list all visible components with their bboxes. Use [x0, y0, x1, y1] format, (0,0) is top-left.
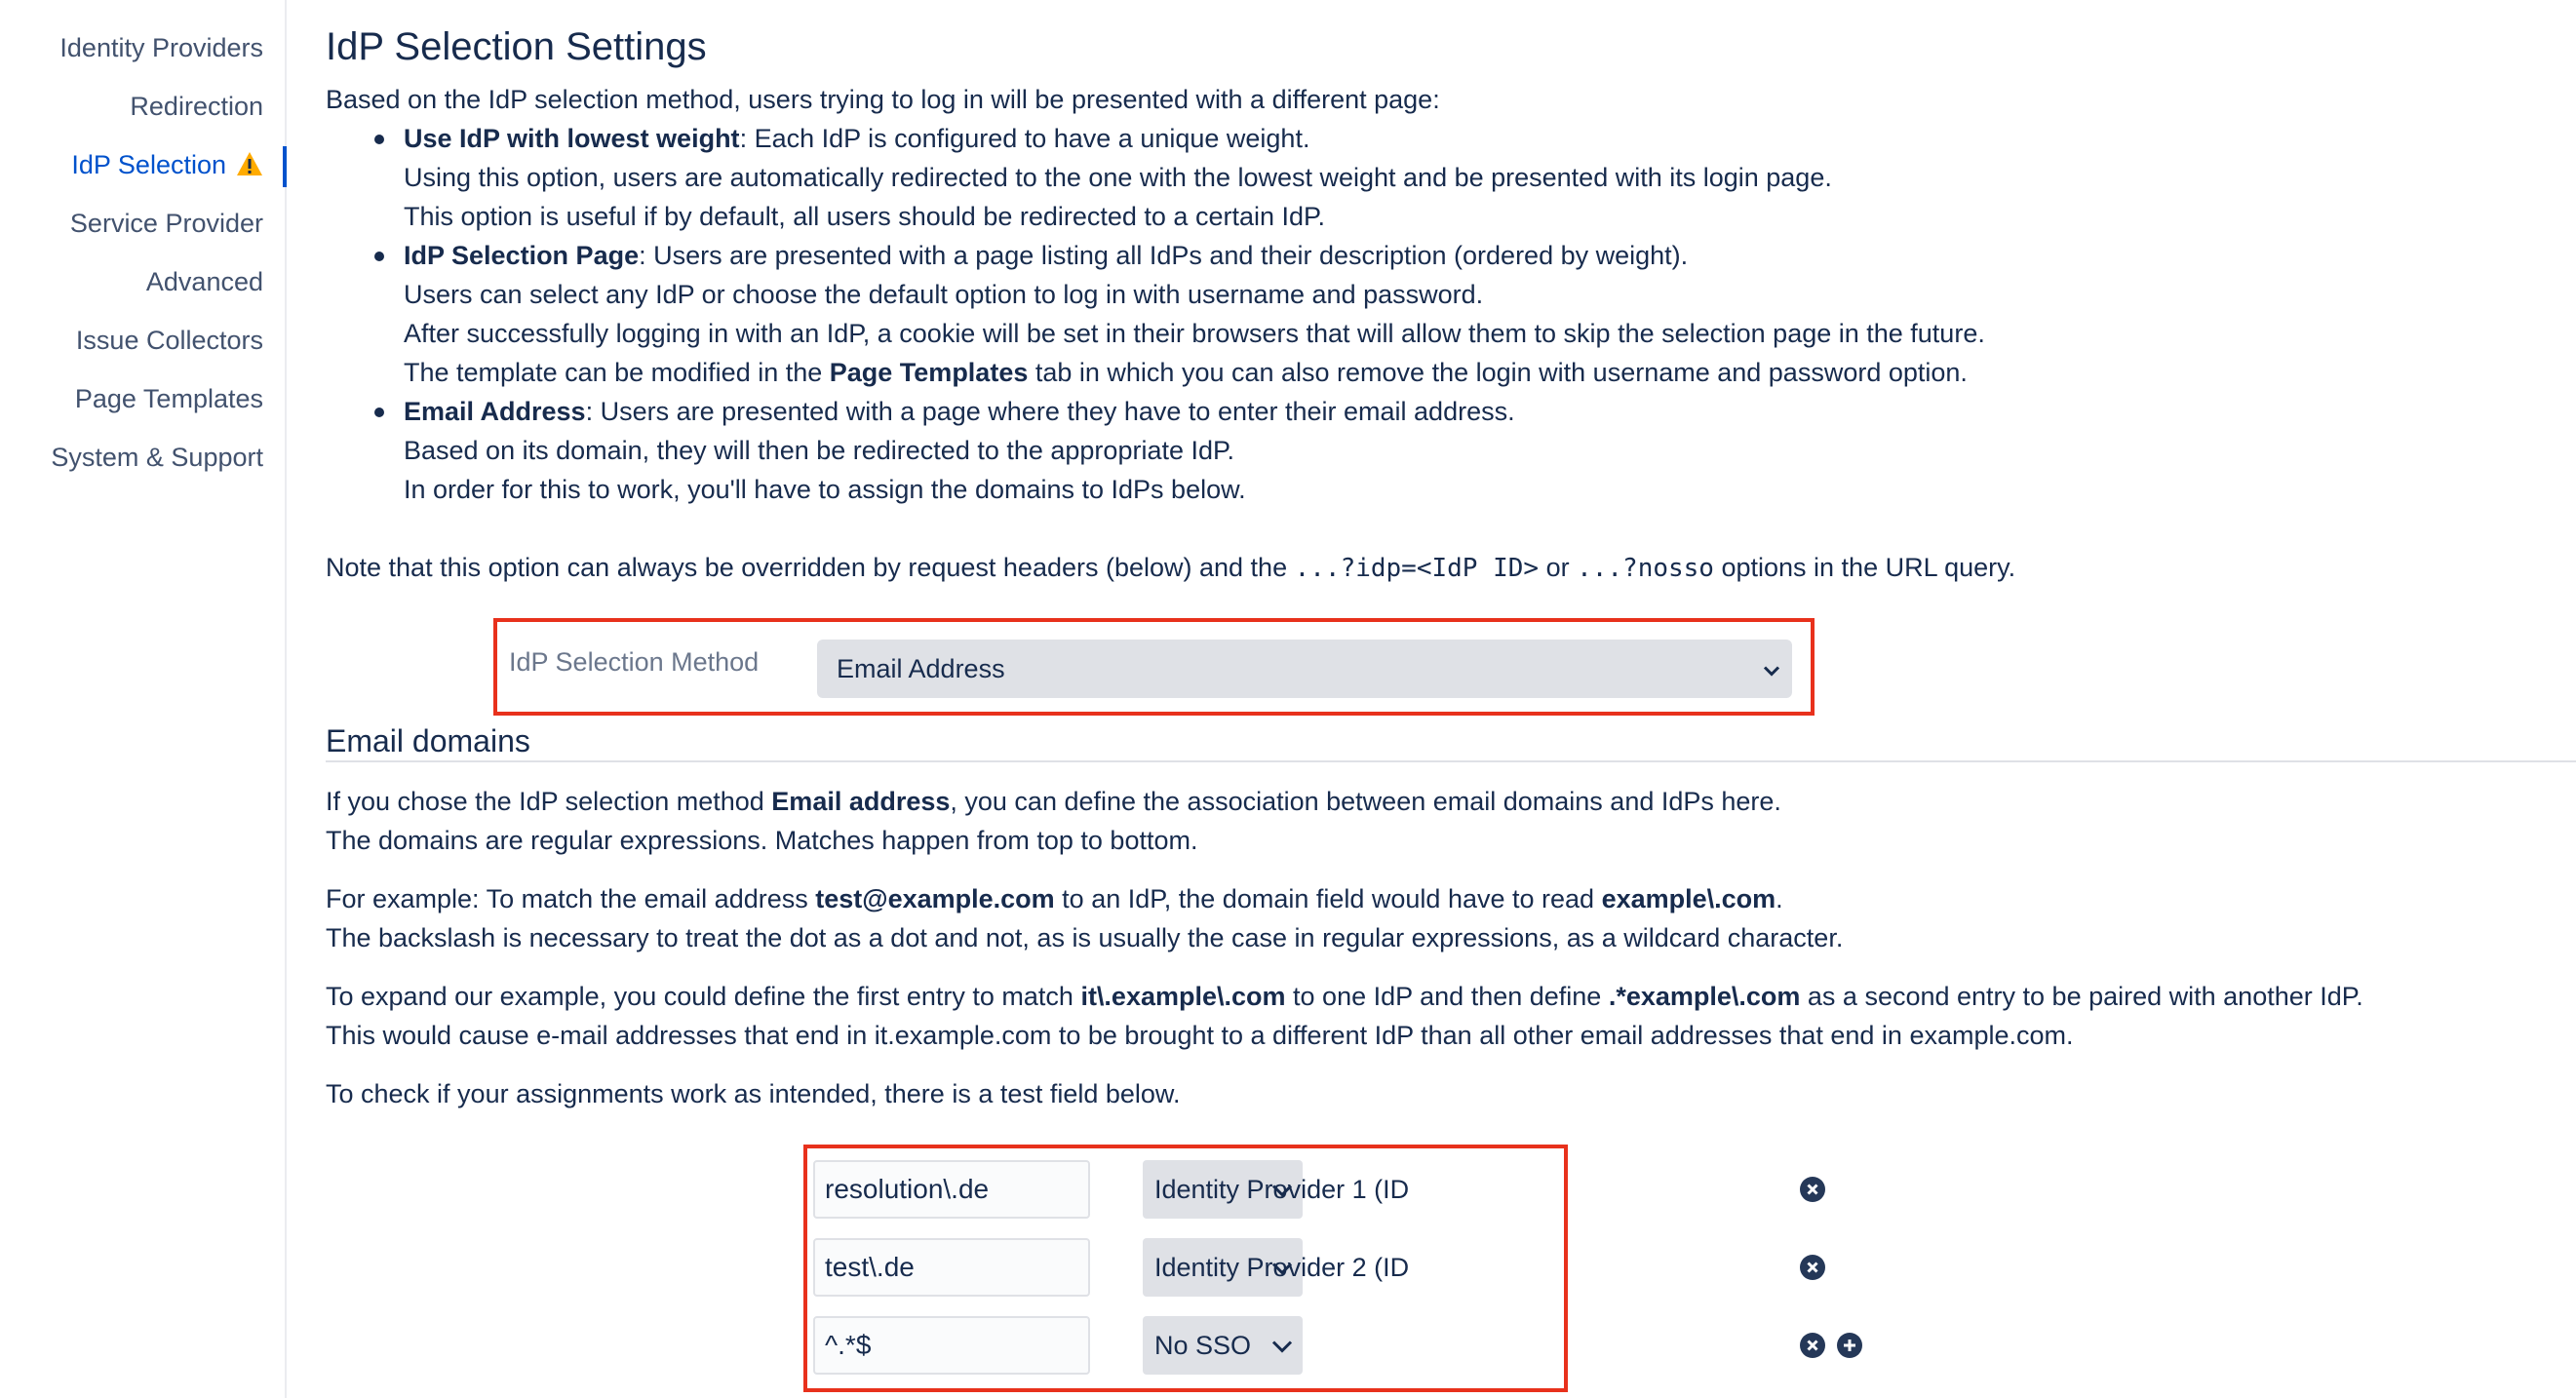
- option-desc: : Each IdP is configured to have a unique weight.: [739, 124, 1310, 153]
- option-term: Email Address: [404, 397, 586, 426]
- remove-row-icon[interactable]: [1800, 1255, 1825, 1280]
- idp-select-value: Identity Provider 2 (ID: [1154, 1253, 1410, 1282]
- idp-select-value: Identity Provider 1 (ID: [1154, 1175, 1410, 1204]
- divider: [326, 760, 2576, 762]
- option-line: This option is useful if by default, all users should be redirected to a certain IdP.: [404, 202, 1326, 231]
- idp-select[interactable]: [1143, 1238, 1410, 1297]
- page-title: IdP Selection Settings: [326, 25, 707, 68]
- text: To expand our example, you could define the first entry to match: [326, 982, 1081, 1011]
- text: , you can define the association between email domains and IdPs here.: [950, 787, 1781, 816]
- chevron-down-icon: [1271, 1175, 1293, 1205]
- option-line: [404, 353, 1968, 392]
- settings-sidebar: [0, 0, 287, 1398]
- option-term: IdP Selection Page: [404, 241, 640, 270]
- remove-row-icon[interactable]: [1800, 1333, 1825, 1358]
- sidebar-item-idp-selection[interactable]: [71, 150, 263, 183]
- option-lowest-weight: [404, 119, 1309, 158]
- domains-paragraph-2: [326, 879, 1783, 918]
- text: to one IdP and then define: [1285, 982, 1609, 1011]
- override-note: [326, 548, 2015, 588]
- bullet: [374, 252, 384, 261]
- domains-paragraph-3-line-2: This would cause e-mail addresses that end in it.example.com to be brought to a different IdP than all other email addresses that end in example.com.: [326, 1021, 2074, 1050]
- option-line: After successfully logging in with an IdP, a cookie will be set in their browsers that will allow them to skip the selection page in the future.: [404, 319, 1985, 348]
- bullet: [374, 135, 384, 144]
- text: as a second entry to be paired with another IdP.: [1800, 982, 2363, 1011]
- selection-method-label: IdP Selection Method: [509, 647, 760, 677]
- add-row-icon[interactable]: [1837, 1333, 1862, 1358]
- page-templates-reference: Page Templates: [829, 358, 1029, 387]
- text: The template can be modified in the: [404, 358, 830, 387]
- email-domains-heading: Email domains: [326, 723, 530, 758]
- option-line: Based on its domain, they will then be redirected to the appropriate IdP.: [404, 436, 1235, 465]
- domains-paragraph-1: [326, 782, 1781, 821]
- domain-input[interactable]: [813, 1160, 1090, 1219]
- text: or: [1539, 553, 1578, 582]
- option-selection-page: [404, 236, 1688, 275]
- sidebar-item-service-provider[interactable]: Service Provider: [69, 209, 263, 238]
- text-bold: .*example\.com: [1608, 982, 1801, 1011]
- chevron-down-icon: [1271, 1253, 1293, 1283]
- domains-paragraph-2-line-2: The backslash is necessary to treat the dot as a dot and not, as is usually the case in regular expressions, as a wildcard character.: [326, 923, 1844, 952]
- domains-paragraph-3: [326, 977, 2363, 1016]
- remove-row-icon[interactable]: [1800, 1177, 1825, 1202]
- text-bold: it\.example\.com: [1080, 982, 1286, 1011]
- text: If you chose the IdP selection method: [326, 787, 772, 816]
- selection-method-select[interactable]: [817, 640, 1792, 698]
- code-nosso-param: ...?nosso: [1577, 554, 1714, 583]
- text: .: [1776, 884, 1783, 913]
- chevron-down-icon: [1271, 1331, 1293, 1361]
- sidebar-item-advanced[interactable]: Advanced: [145, 267, 263, 296]
- idp-select[interactable]: [1143, 1316, 1303, 1375]
- text: tab in which you can also remove the login with username and password option.: [1028, 358, 1968, 387]
- option-term: Use IdP with lowest weight: [404, 124, 740, 153]
- text: Note that this option can always be overridden by request headers (below) and the: [326, 553, 1295, 582]
- text-bold: Email address: [771, 787, 951, 816]
- option-email-address: [404, 392, 1515, 431]
- domains-paragraph-4: To check if your assignments work as intended, there is a test field below.: [326, 1079, 1181, 1108]
- text: options in the URL query.: [1713, 553, 2016, 582]
- sidebar-item-identity-providers[interactable]: Identity Providers: [59, 33, 263, 62]
- intro-text: Based on the IdP selection method, users trying to log in will be presented with a different page:: [326, 85, 1440, 114]
- option-desc: : Users are presented with a page listing all IdPs and their description (ordered by weight).: [639, 241, 1689, 270]
- sidebar-item-issue-collectors[interactable]: Issue Collectors: [75, 326, 263, 355]
- bullet: [374, 408, 384, 417]
- sidebar-item-system-support[interactable]: System & Support: [51, 443, 263, 472]
- domain-input[interactable]: [813, 1316, 1090, 1375]
- idp-select-value: No SSO: [1154, 1331, 1252, 1360]
- sidebar-item-redirection[interactable]: Redirection: [130, 92, 263, 121]
- sidebar-item-page-templates[interactable]: Page Templates: [74, 384, 263, 413]
- option-line: Using this option, users are automatically redirected to the one with the lowest weight and be presented with its login page.: [404, 163, 1832, 192]
- sidebar-item-label: IdP Selection: [71, 150, 226, 179]
- domains-paragraph-1-line-2: The domains are regular expressions. Matches happen from top to bottom.: [326, 826, 1198, 855]
- option-desc: : Users are presented with a page where they have to enter their email address.: [585, 397, 1515, 426]
- text: For example: To match the email address: [326, 884, 816, 913]
- active-indicator: [283, 146, 287, 187]
- text-bold: example\.com: [1601, 884, 1776, 913]
- text-bold: test@example.com: [815, 884, 1055, 913]
- domain-input[interactable]: [813, 1238, 1090, 1297]
- idp-select[interactable]: [1143, 1160, 1410, 1219]
- selection-method-value: Email Address: [837, 654, 1005, 683]
- option-line: In order for this to work, you'll have to assign the domains to IdPs below.: [404, 475, 1246, 504]
- code-idp-param: ...?idp=<IdP ID>: [1294, 554, 1540, 583]
- warning-icon: [236, 151, 263, 183]
- text: to an IdP, the domain field would have to read: [1054, 884, 1602, 913]
- chevron-down-icon: [1763, 654, 1780, 684]
- option-line: Users can select any IdP or choose the default option to log in with username and password.: [404, 280, 1484, 309]
